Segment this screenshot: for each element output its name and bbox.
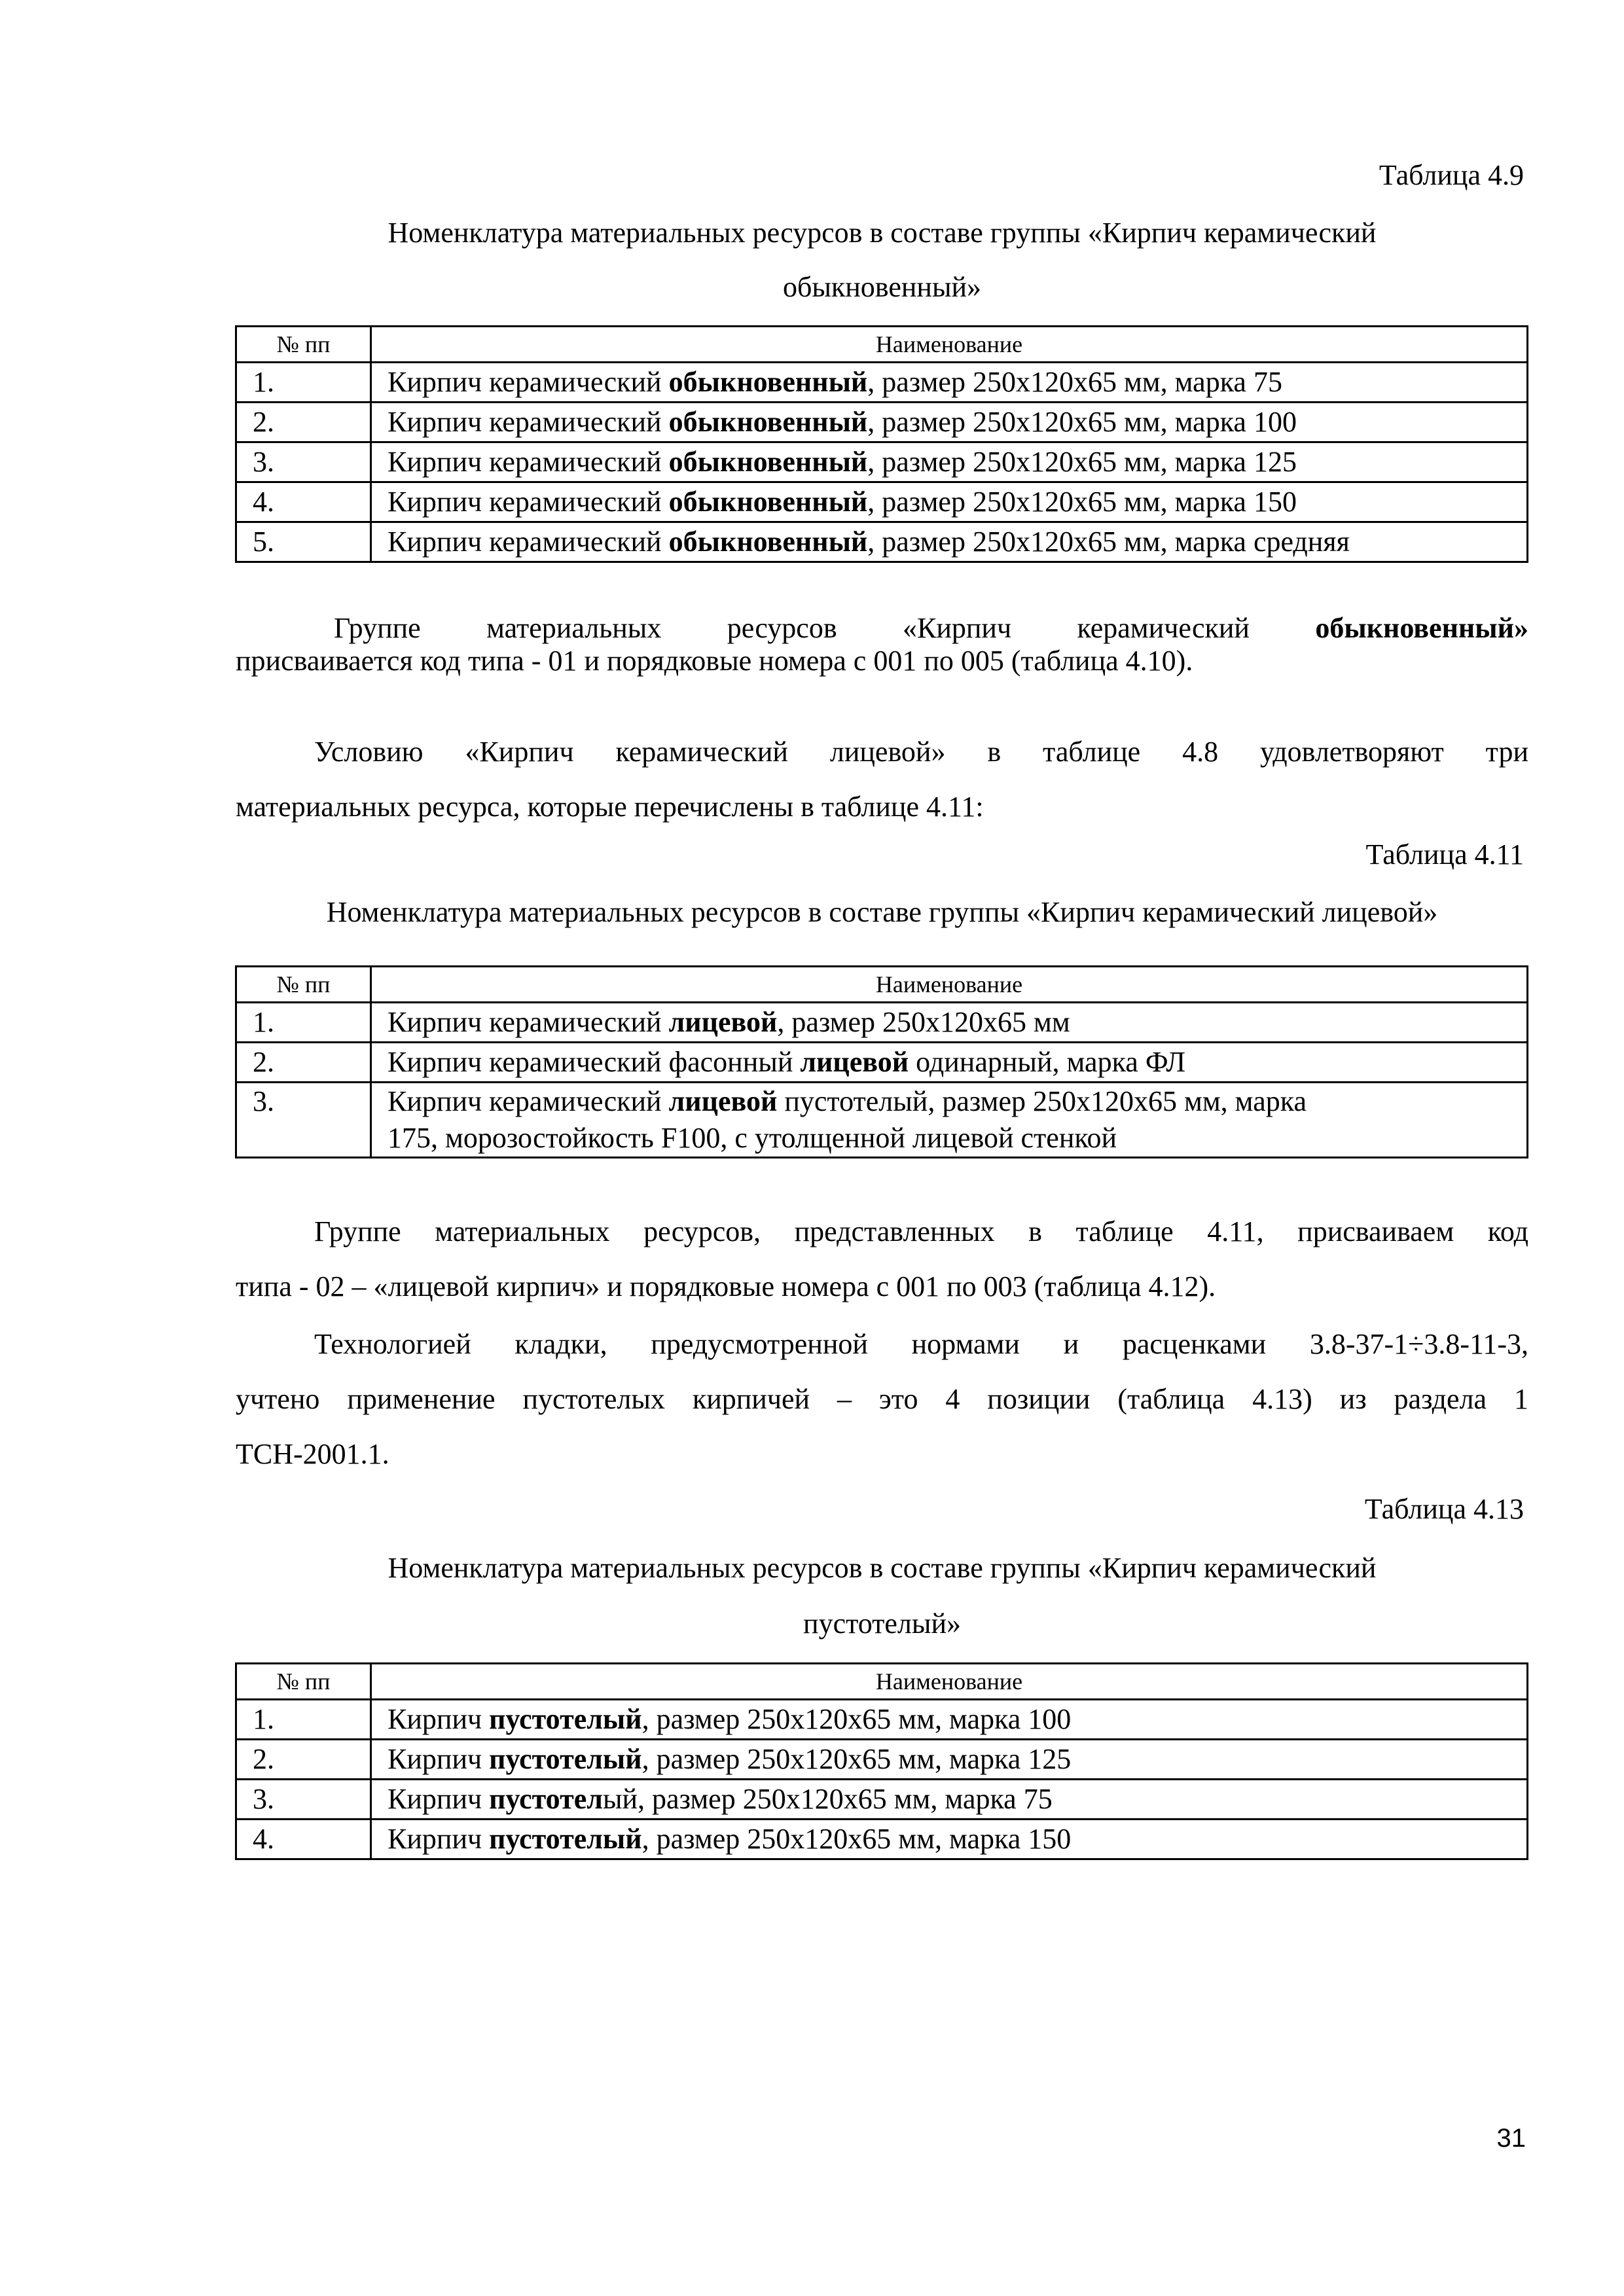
row-num: 2.	[236, 1043, 371, 1083]
paragraph-4	[236, 1317, 1528, 1482]
table-4-9	[235, 325, 1528, 563]
header-num: № пп	[236, 967, 371, 1003]
table-4-13-title-line1: Номенклатура материальных ресурсов в составе группы «Кирпич керамический	[388, 1552, 1377, 1584]
header-name: Наименование	[371, 967, 1528, 1003]
table-row	[236, 1043, 1528, 1083]
table-4-11-title: Номенклатура материальных ресурсов в составе группы «Кирпич керамический лицевой»	[326, 896, 1438, 928]
table-row	[236, 1003, 1528, 1043]
row-name: Кирпич пустотелый, размер 250х120х65 мм, марка 125	[371, 1740, 1528, 1780]
row-num: 3.	[236, 1083, 371, 1158]
row-name: Кирпич пустотелый, размер 250х120х65 мм, марка 150	[371, 1820, 1528, 1859]
row-name: Кирпич керамический обыкновенный, размер 250х120х65 мм, марка средняя	[371, 522, 1528, 562]
table-row	[236, 1700, 1528, 1740]
row-name: Кирпич керамический обыкновенный, размер 250х120х65 мм, марка 125	[371, 442, 1528, 482]
row-name: Кирпич керамический обыкновенный, размер 250х120х65 мм, марка 150	[371, 482, 1528, 522]
table-4-9-title-line1: Номенклатура материальных ресурсов в составе группы «Кирпич керамический	[388, 217, 1377, 249]
paragraph-3-line1: Группе материальных ресурсов, представленных в таблице 4.11, присваиваем код	[314, 1215, 1528, 1247]
table-4-9-caption: Таблица 4.9	[1379, 159, 1524, 191]
row-name: Кирпич керамический лицевой, размер 250х120х65 мм	[371, 1003, 1528, 1043]
paragraph-1-line2: присваивается код типа - 01 и порядковые номера с 001 по 005 (таблица 4.10).	[236, 645, 1193, 677]
table-row	[236, 403, 1528, 442]
table-header-row	[236, 1664, 1528, 1700]
table-row	[236, 522, 1528, 562]
header-num: № пп	[236, 1664, 371, 1700]
row-name: Кирпич керамический фасонный лицевой одинарный, марка ФЛ	[371, 1043, 1528, 1083]
paragraph-4-line2: учтено применение пустотелых кирпичей – это 4 позиции (таблица 4.13) из раздела 1	[236, 1383, 1528, 1415]
table-row	[236, 1083, 1528, 1158]
paragraph-1	[236, 612, 1528, 677]
row-num: 1.	[236, 1003, 371, 1043]
paragraph-2-line1: Условию «Кирпич керамический лицевой» в таблице 4.8 удовлетворяют три	[314, 736, 1528, 768]
row-name: Кирпич керамический обыкновенный, размер 250х120х65 мм, марка 100	[371, 403, 1528, 442]
paragraph-4-line1: Технологией кладки, предусмотренной нормами и расценками 3.8-37-1÷3.8-11-3,	[314, 1328, 1528, 1360]
paragraph-2-line2: материальных ресурса, которые перечислены в таблице 4.11:	[236, 791, 984, 823]
row-num: 3.	[236, 442, 371, 482]
header-name: Наименование	[371, 327, 1528, 363]
page-number: 31	[1496, 2124, 1526, 2153]
table-row	[236, 482, 1528, 522]
table-4-13	[235, 1662, 1528, 1860]
row-name: Кирпич пустотелый, размер 250х120х65 мм, марка 75	[371, 1780, 1528, 1820]
paragraph-1-line1: Группе материальных ресурсов «Кирпич керамический обыкновенный»	[334, 612, 1528, 644]
row-name: Кирпич керамический обыкновенный, размер 250х120х65 мм, марка 75	[371, 363, 1528, 403]
table-4-9-title-line2: обыкновенный»	[782, 271, 982, 303]
header-name: Наименование	[371, 1664, 1528, 1700]
row-num: 5.	[236, 522, 371, 562]
row-num: 4.	[236, 1820, 371, 1859]
table-4-11	[235, 965, 1528, 1158]
row-num: 1.	[236, 363, 371, 403]
table-row	[236, 442, 1528, 482]
row-num: 2.	[236, 403, 371, 442]
table-row	[236, 363, 1528, 403]
row-name: Кирпич керамический лицевой пустотелый, размер 250х120х65 мм, марка 175, морозостойкость F100, с утолщенной лицевой стенкой	[371, 1083, 1528, 1158]
table-row	[236, 1740, 1528, 1780]
paragraph-3-line2: типа - 02 – «лицевой кирпич» и порядковые номера с 001 по 003 (таблица 4.12).	[236, 1270, 1216, 1302]
table-header-row	[236, 327, 1528, 363]
row-num: 1.	[236, 1700, 371, 1740]
paragraph-2	[236, 725, 1528, 834]
header-num: № пп	[236, 327, 371, 363]
row-num: 4.	[236, 482, 371, 522]
table-header-row	[236, 967, 1528, 1003]
table-4-11-caption: Таблица 4.11	[1365, 838, 1524, 870]
table-4-13-title-line2: пустотелый»	[803, 1607, 961, 1640]
paragraph-4-line3: ТСН-2001.1.	[236, 1438, 389, 1470]
row-num: 2.	[236, 1740, 371, 1780]
table-row	[236, 1780, 1528, 1820]
row-name: Кирпич пустотелый, размер 250х120х65 мм, марка 100	[371, 1700, 1528, 1740]
paragraph-3	[236, 1204, 1528, 1314]
row-num: 3.	[236, 1780, 371, 1820]
table-4-13-caption: Таблица 4.13	[1364, 1493, 1524, 1525]
table-row	[236, 1820, 1528, 1859]
